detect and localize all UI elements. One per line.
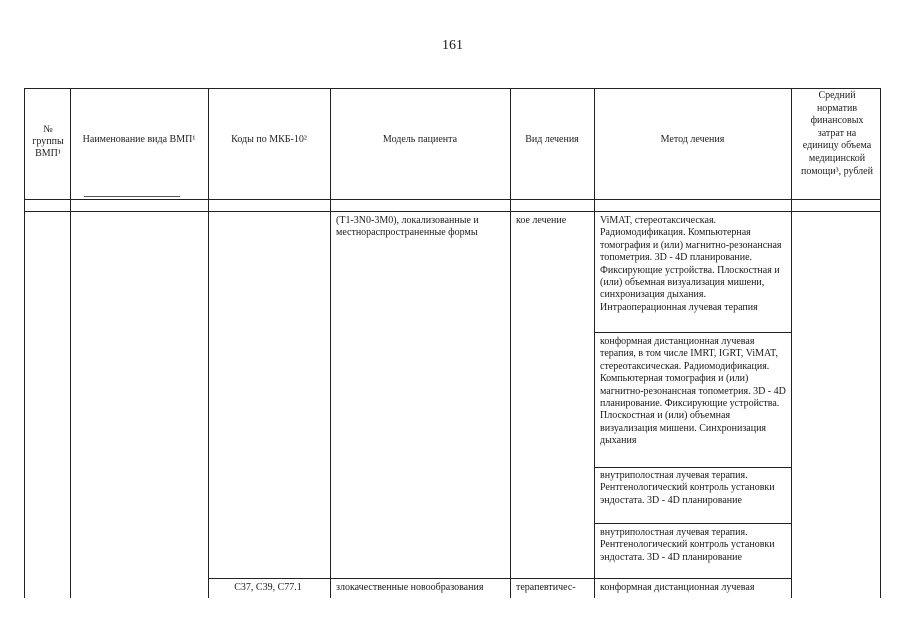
patient-model-cell: злокачественные новообразования — [336, 582, 484, 593]
treatment-method-cell: внутриполостная лучевая терапия. Рентгенологический контроль установки эндостата. 3D - 4D планирование — [600, 527, 775, 563]
header-vmp-name: Наименование вида ВМП¹ — [82, 134, 196, 145]
col-divider-3 — [330, 88, 331, 598]
page-number: 161 — [442, 38, 463, 53]
numbering-row-divider — [24, 211, 881, 212]
icd-codes-cell: С37, С39, С77.1 — [234, 582, 302, 593]
table-border-left — [24, 88, 25, 598]
treatment-method-cell: внутриполостная лучевая терапия. Рентгенологический контроль установки эндостата. 3D - 4D планирование — [600, 470, 775, 506]
header-treatment-method: Метод лечения — [660, 134, 725, 145]
header-icd-codes: Коды по МКБ-10² — [231, 134, 307, 145]
header-treatment-type: Вид лечения — [525, 134, 579, 145]
table-border-right — [880, 88, 881, 598]
table-border-top — [24, 88, 881, 89]
header-patient-model: Модель пациента — [382, 134, 458, 145]
header-divider — [24, 199, 881, 200]
method-divider-3 — [594, 523, 792, 524]
method-divider-1 — [594, 332, 792, 333]
col-divider-2 — [208, 88, 209, 598]
treatment-method-cell: ViMAT, стереотаксическая. Радиомодификация. Компьютерная томография и (или) магнитно-резонансная топометрия. 3D - 4D планирование. Фиксирующие устройства. Плоскостная и (или) объемная визуализация мишени, синхронизация дыхания. Интраоперационная лучевая терапия — [600, 215, 782, 313]
header-group-no: № группы ВМП¹ — [32, 124, 64, 159]
col-divider-6 — [791, 88, 792, 598]
col-divider-4 — [510, 88, 511, 598]
treatment-method-cell: конформная дистанционная лучевая терапия, в том числе IMRT, IGRT, ViMAT, стереотаксическая. Радиомодификация. Компьютерная томография и (или) магнитно-резонансная топометрия. 3D - 4D планирование. Фиксирующие устройства. Плоскостная и (или) объемная визуализация мишени. Синхронизация дыхания — [600, 336, 786, 447]
header-underline-short — [84, 196, 180, 197]
header-avg-cost: Средний норматив финансовых затрат на единицу объема медицинской помощи³, рублей — [801, 90, 873, 177]
treatment-type-cell: кое лечение — [516, 215, 567, 226]
method-divider-2 — [594, 467, 792, 468]
patient-model-cell: (T1-3N0-3M0), локализованные и местнораспространенные формы — [336, 215, 479, 239]
col-divider-1 — [70, 88, 71, 598]
row-divider — [208, 578, 792, 579]
treatment-type-cell: терапевтичес- — [516, 582, 576, 593]
col-divider-5 — [594, 88, 595, 598]
treatment-method-cell: конформная дистанционная лучевая — [600, 582, 755, 593]
